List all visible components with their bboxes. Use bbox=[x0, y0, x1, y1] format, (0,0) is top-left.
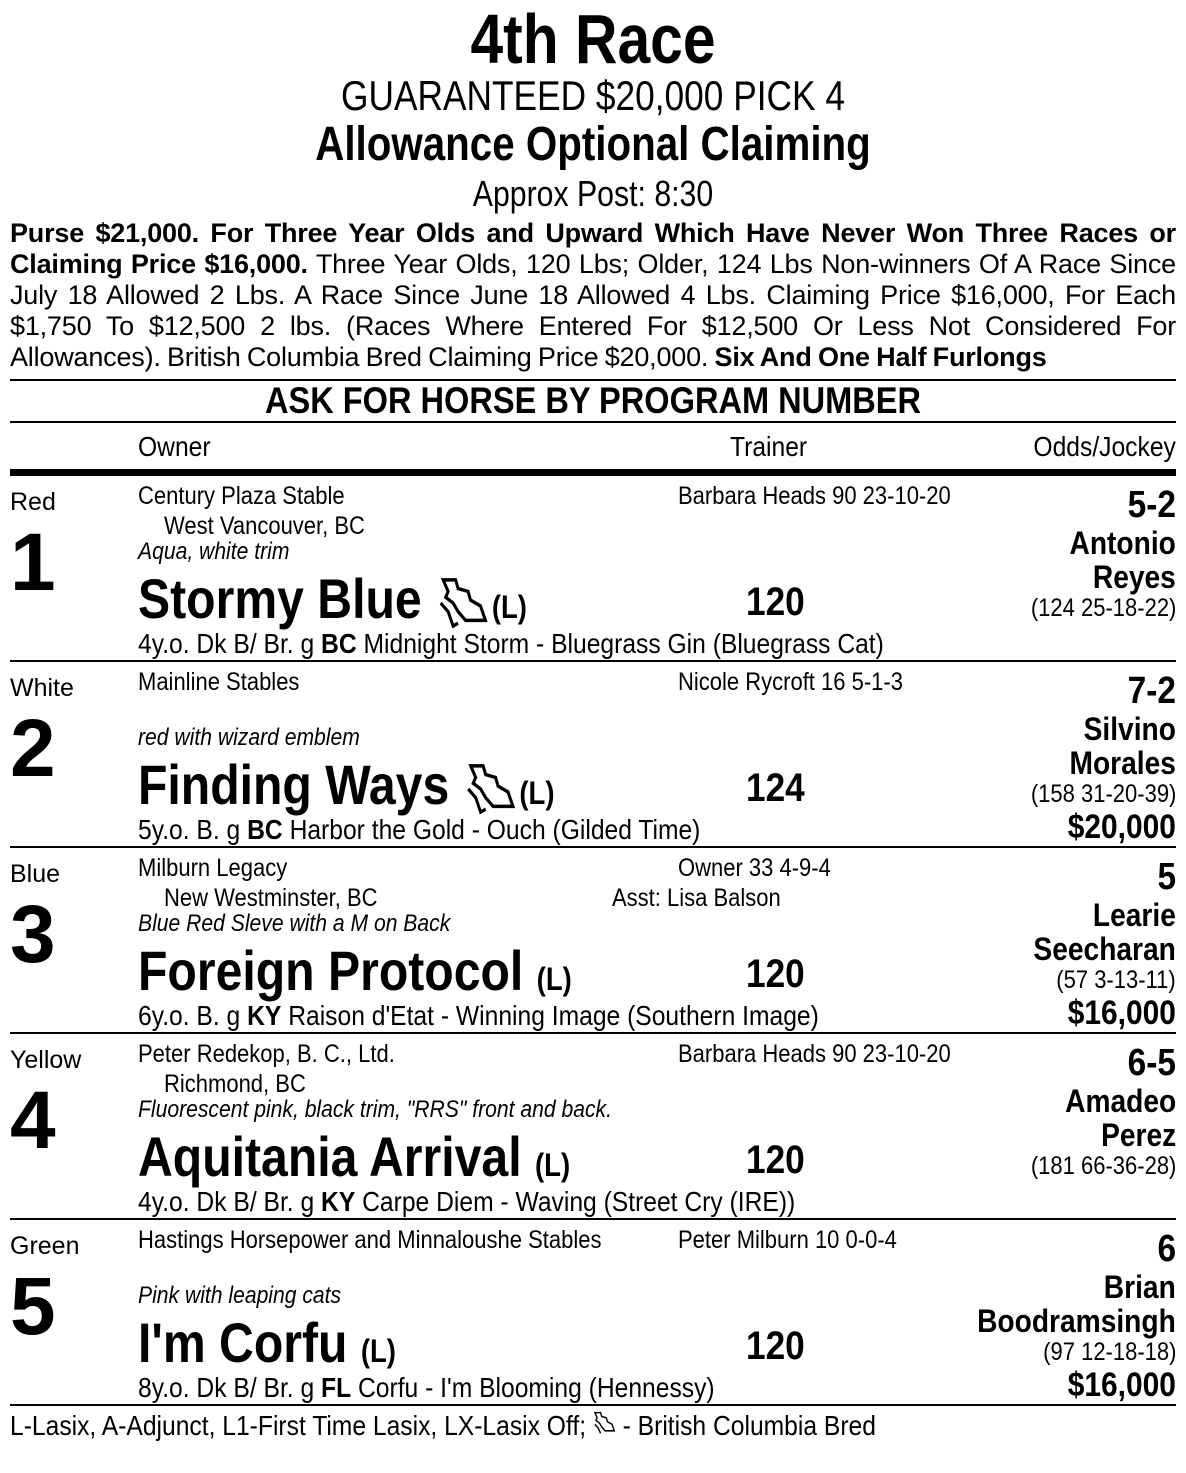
pedigree-age-sex: 4y.o. Dk B/ Br. g bbox=[138, 628, 322, 659]
legend-text-bc: - British Columbia Bred bbox=[615, 1410, 876, 1441]
weight: 120 bbox=[746, 952, 805, 996]
horse-entry bbox=[10, 662, 1176, 848]
trainer-name: Owner 33 4-9-4 bbox=[678, 854, 831, 882]
jockey-name bbox=[1070, 526, 1176, 594]
pedigree-age-sex: 4y.o. Dk B/ Br. g bbox=[138, 1186, 322, 1217]
pedigree-sire-dam: Corfu - I'm Blooming (Hennessy) bbox=[351, 1372, 715, 1403]
silks-description: red with wizard emblem bbox=[138, 724, 360, 751]
pedigree-sire-dam: Harbor the Gold - Ouch (Gilded Time) bbox=[282, 814, 701, 845]
horse-name-row bbox=[138, 1124, 570, 1189]
medication: (L) bbox=[534, 1147, 571, 1183]
pedigree bbox=[138, 1186, 795, 1218]
horse-name-row bbox=[138, 1310, 396, 1375]
pedigree bbox=[138, 814, 700, 846]
owner-location: Richmond, BC bbox=[164, 1070, 306, 1098]
saddle-color: Green bbox=[10, 1232, 80, 1260]
horse-name-row bbox=[138, 752, 555, 817]
foaling-state: BC bbox=[321, 628, 357, 659]
foaling-state: BC bbox=[247, 814, 283, 845]
weight: 120 bbox=[746, 1324, 805, 1368]
owner-name: Hastings Horsepower and Minnaloushe Stables bbox=[138, 1226, 602, 1254]
horse-entry bbox=[10, 476, 1176, 662]
pedigree-age-sex: 8y.o. Dk B/ Br. g bbox=[138, 1372, 322, 1403]
horse-name-row bbox=[138, 566, 527, 631]
jockey-record: (181 66-36-28) bbox=[1030, 1152, 1176, 1180]
medication: (L) bbox=[536, 961, 572, 997]
owner-name: Century Plaza Stable bbox=[138, 482, 345, 510]
owner-name: Peter Redekop, B. C., Ltd. bbox=[138, 1040, 395, 1068]
race-distance: Six And One Half Furlongs bbox=[714, 342, 1047, 372]
weight: 120 bbox=[746, 580, 805, 624]
trainer-name: Barbara Heads 90 23-10-20 bbox=[678, 482, 951, 510]
race-program-page bbox=[10, 0, 1176, 1444]
foaling-state: FL bbox=[321, 1372, 352, 1403]
saddle-color: Red bbox=[10, 488, 56, 516]
jockey-last: Perez bbox=[1100, 1117, 1176, 1153]
jockey-last: Morales bbox=[1069, 745, 1176, 781]
foaling-state: KY bbox=[247, 1000, 282, 1031]
trainer-name: Peter Milburn 10 0-0-4 bbox=[678, 1226, 897, 1254]
horse-name: Stormy Blue bbox=[138, 567, 422, 630]
jockey-first: Learie bbox=[1093, 897, 1176, 933]
horse-entry bbox=[10, 848, 1176, 1034]
owner-name: Milburn Legacy bbox=[138, 854, 288, 882]
jockey-record: (57 3-13-11) bbox=[1056, 966, 1176, 994]
assistant-trainer: Asst: Lisa Balson bbox=[612, 884, 781, 912]
legend-footer bbox=[10, 1408, 1036, 1444]
pedigree-sire-dam: Carpe Diem - Waving (Street Cry (IRE)) bbox=[355, 1186, 796, 1217]
claiming-price: $16,000 bbox=[1067, 1366, 1176, 1404]
horse-name-row bbox=[138, 938, 572, 1003]
claiming-price: $16,000 bbox=[1067, 994, 1176, 1032]
weight: 120 bbox=[746, 1138, 805, 1182]
entries-list bbox=[10, 476, 1176, 1406]
bc-map-icon bbox=[439, 577, 489, 629]
medication: (L) bbox=[360, 1333, 396, 1369]
medication: (L) bbox=[491, 589, 527, 625]
morning-line-odds: 5-2 bbox=[1127, 484, 1176, 526]
jockey-name bbox=[1034, 898, 1176, 966]
saddle-color: Blue bbox=[10, 860, 61, 888]
pedigree bbox=[138, 1000, 819, 1032]
saddle-color: White bbox=[10, 674, 74, 702]
jockey-last: Reyes bbox=[1093, 559, 1176, 595]
owner-location: West Vancouver, BC bbox=[164, 512, 365, 540]
program-number: 2 bbox=[10, 703, 56, 794]
morning-line-odds: 7-2 bbox=[1127, 670, 1176, 712]
morning-line-odds: 6-5 bbox=[1127, 1042, 1176, 1084]
morning-line-odds: 5 bbox=[1157, 856, 1176, 898]
medication: (L) bbox=[519, 775, 555, 811]
ask-banner: ASK FOR HORSE BY PROGRAM NUMBER bbox=[264, 380, 922, 421]
column-headers bbox=[10, 423, 1176, 469]
pick4-banner: GUARANTEED $20,000 PICK 4 bbox=[341, 72, 845, 119]
silks-description: Pink with leaping cats bbox=[138, 1282, 342, 1309]
silks-description: Blue Red Sleve with a M on Back bbox=[138, 910, 451, 937]
bc-map-icon bbox=[593, 1411, 616, 1435]
program-number: 1 bbox=[10, 517, 56, 608]
jockey-first: Antonio bbox=[1069, 525, 1176, 561]
jockey-name bbox=[977, 1270, 1176, 1338]
trainer-name: Barbara Heads 90 23-10-20 bbox=[678, 1040, 951, 1068]
jockey-record: (124 25-18-22) bbox=[1030, 594, 1176, 622]
horse-entry bbox=[10, 1220, 1176, 1406]
horse-entry bbox=[10, 1034, 1176, 1220]
silks-description: Fluorescent pink, black trim, "RRS" front and back. bbox=[138, 1096, 612, 1123]
silks-description: Aqua, white trim bbox=[138, 538, 290, 565]
owner-name: Mainline Stables bbox=[138, 668, 300, 696]
pedigree-sire-dam: Raison d'Etat - Winning Image (Southern Image) bbox=[281, 1000, 819, 1031]
race-title: 4th Race bbox=[470, 0, 716, 78]
header-divider bbox=[10, 469, 1176, 476]
bc-map-icon bbox=[466, 763, 516, 815]
pedigree bbox=[138, 628, 884, 660]
claiming-price: $20,000 bbox=[1067, 808, 1176, 846]
conditions-body: Three Year Olds, 120 Lbs; Older, 124 Lbs Non-winners Of A Race Since July 18 Allowed 2 Lbs. A Race Since June 18 Allowed 4 Lbs. Claiming Price $16,000, For Each $1,750 To $12,500 2 lbs. (Races Where Entered For $12,500 Or Less Not Considered For Allowances). British Columbia Bred Claiming Price $20,000. bbox=[10, 249, 1176, 372]
trainer-name: Nicole Rycroft 16 5-1-3 bbox=[678, 668, 903, 696]
post-time: Approx Post: 8:30 bbox=[472, 173, 714, 214]
pedigree bbox=[138, 1372, 715, 1404]
horse-name: Foreign Protocol bbox=[138, 939, 524, 1002]
program-number: 4 bbox=[10, 1075, 56, 1166]
jockey-name bbox=[1065, 1084, 1176, 1152]
trainer-header: Trainer bbox=[730, 431, 808, 462]
jockey-last: Seecharan bbox=[1033, 931, 1176, 967]
pedigree-sire-dam: Midnight Storm - Bluegrass Gin (Bluegrass Cat) bbox=[356, 628, 884, 659]
program-number: 3 bbox=[10, 889, 56, 980]
horse-name: I'm Corfu bbox=[138, 1311, 348, 1374]
odds-header: Odds/Jockey bbox=[1033, 431, 1176, 462]
race-type: Allowance Optional Claiming bbox=[315, 118, 871, 171]
pedigree-age-sex: 5y.o. B. g bbox=[138, 814, 248, 845]
jockey-first: Silvino bbox=[1083, 711, 1176, 747]
saddle-color: Yellow bbox=[10, 1046, 82, 1074]
owner-location: New Westminster, BC bbox=[164, 884, 378, 912]
morning-line-odds: 6 bbox=[1157, 1228, 1176, 1270]
jockey-last: Boodramsingh bbox=[977, 1303, 1176, 1339]
jockey-record: (97 12-18-18) bbox=[1042, 1338, 1176, 1366]
pedigree-age-sex: 6y.o. B. g bbox=[138, 1000, 248, 1031]
race-conditions bbox=[10, 218, 1176, 373]
jockey-first: Amadeo bbox=[1064, 1083, 1176, 1119]
conditions-lead: Purse $21,000. For Three Year Olds and Upward Which Have Never Won Three Races or Claiming Price $16,000. bbox=[10, 218, 1176, 279]
legend-text: L-Lasix, A-Adjunct, L1-First Time Lasix, LX-Lasix Off; bbox=[10, 1410, 593, 1441]
horse-name: Aquitania Arrival bbox=[138, 1125, 522, 1188]
jockey-first: Brian bbox=[1104, 1269, 1176, 1305]
jockey-record: (158 31-20-39) bbox=[1030, 780, 1176, 808]
horse-name: Finding Ways bbox=[138, 753, 450, 816]
program-number: 5 bbox=[10, 1261, 56, 1352]
weight: 124 bbox=[746, 766, 805, 810]
owner-header: Owner bbox=[138, 431, 211, 462]
foaling-state: KY bbox=[321, 1186, 356, 1217]
jockey-name bbox=[1070, 712, 1176, 780]
